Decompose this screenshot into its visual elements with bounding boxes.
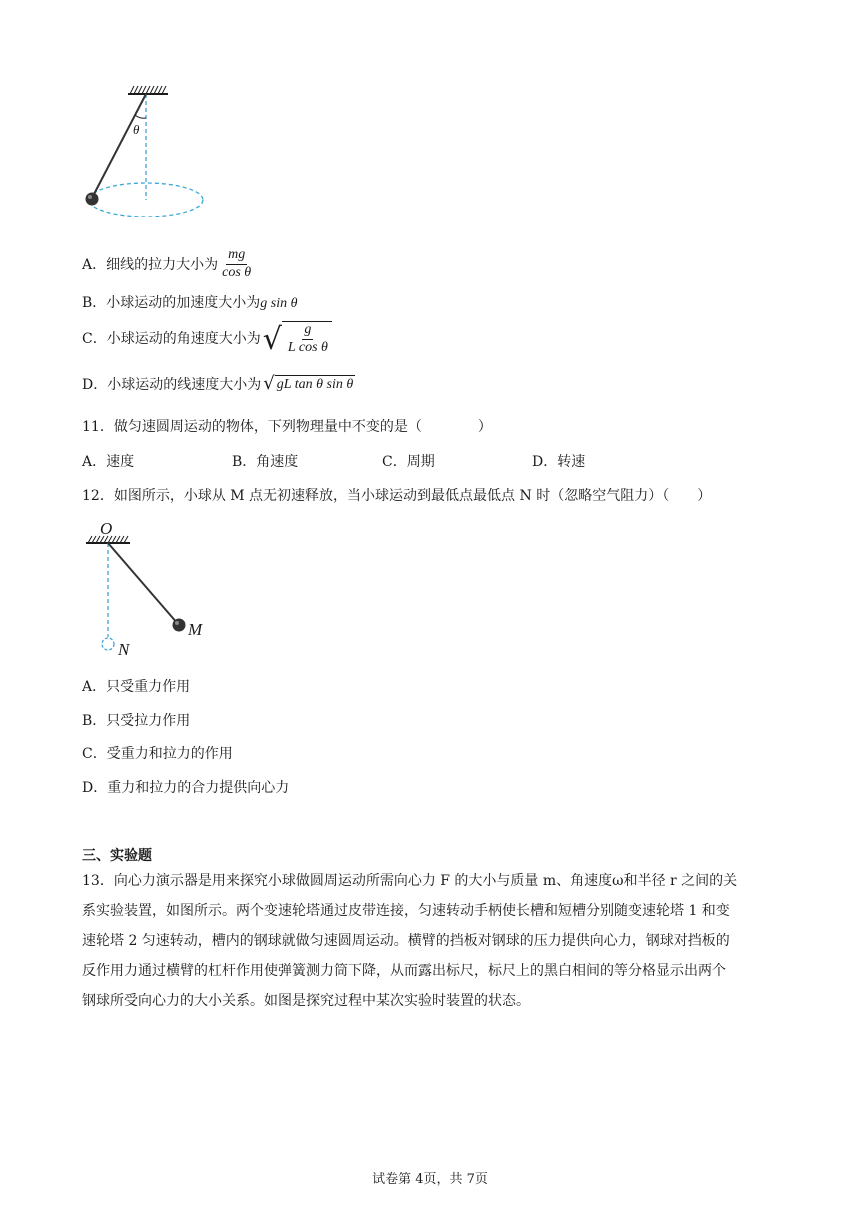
q10-option-a <box>82 248 253 280</box>
q13-paragraph <box>82 866 782 1016</box>
q11-stem: 11．做匀速圆周运动的物体，下列物理量中不变的是（ ） <box>82 419 492 435</box>
q12-stem: 12．如图所示，小球从 M 点无初速释放，当小球运动到最低点最低点 N 时（忽略空气阻力）（ ） <box>82 488 712 504</box>
section-heading: 三、实验题 <box>82 848 152 864</box>
q10-option-c <box>82 321 332 358</box>
page-footer: 试卷第 4页，共 7页 <box>372 1172 488 1187</box>
q12-option-b: B．只受拉力作用 <box>82 713 191 729</box>
linear-velocity-expression: gL tan θ sin θ <box>276 377 354 392</box>
option-text: 小球运动的线速度大小为 <box>107 377 262 393</box>
option-letter: A． <box>82 257 107 274</box>
q13-line: 速轮塔 2 匀速转动，槽内的钢球就做匀速圆周运动。横臂的挡板对钢球的压力提供向心力，钢球对挡板的 <box>82 933 730 949</box>
sqrt-sign: √ gL tan θ sin θ <box>263 373 354 394</box>
label-o: O <box>100 519 113 538</box>
label-m: M <box>188 620 203 639</box>
simple-pendulum-figure <box>82 518 212 663</box>
q12-option-c: C．受重力和拉力的作用 <box>82 746 233 762</box>
option-letter: D． <box>82 377 108 393</box>
angle-theta-label: θ <box>133 122 140 137</box>
q12-option-d: D．重力和拉力的合力提供向心力 <box>82 780 290 796</box>
fraction-denominator: L cos θ <box>287 339 328 355</box>
option-text: 细线的拉力大小为 <box>106 257 219 274</box>
q11-option-c: C．周期 <box>382 454 435 470</box>
q12-option-a: A．只受重力作用 <box>82 679 191 695</box>
q11-option-b: B．角速度 <box>232 454 299 470</box>
q11-option-a: A．速度 <box>82 454 135 470</box>
angular-velocity-fraction <box>286 323 330 355</box>
label-n: N <box>118 640 130 659</box>
conical-pendulum-figure <box>82 82 212 217</box>
sqrt-sign: √ $\frac{g}{\text{L cos θ}}$ <box>263 321 332 355</box>
q11-option-d: D．转速 <box>532 454 586 470</box>
q10-option-d <box>82 374 355 394</box>
acceleration-expression: g sin θ <box>260 296 298 311</box>
fraction-numerator: g <box>302 323 313 340</box>
q13-line: 系实验装置，如图所示。两个变速轮塔通过皮带连接，匀速转动手柄使长槽和短槽分别随变速轮塔 1 和变 <box>82 903 730 919</box>
tension-fraction <box>220 248 253 280</box>
option-letter: C． <box>82 331 107 348</box>
fraction-numerator: mg <box>226 248 247 265</box>
option-text: 小球运动的加速度大小为 <box>106 295 261 311</box>
q10-option-b <box>82 292 298 312</box>
option-text: 小球运动的角速度大小为 <box>106 331 261 348</box>
q13-line: 钢球所受向心力的大小关系。如图是探究过程中某次实验时装置的状态。 <box>82 993 530 1009</box>
option-letter: B． <box>82 295 107 311</box>
fraction-denominator: cos θ <box>222 264 252 280</box>
q13-line: 13．向心力演示器是用来探究小球做圆周运动所需向心力 F 的大小与质量 m、角速度ω和半径 r 之间的关 <box>82 873 738 889</box>
q13-line: 反作用力通过横臂的杠杆作用使弹簧测力筒下降，从而露出标尺，标尺上的黑白相间的等分格显示出两个 <box>82 963 726 979</box>
